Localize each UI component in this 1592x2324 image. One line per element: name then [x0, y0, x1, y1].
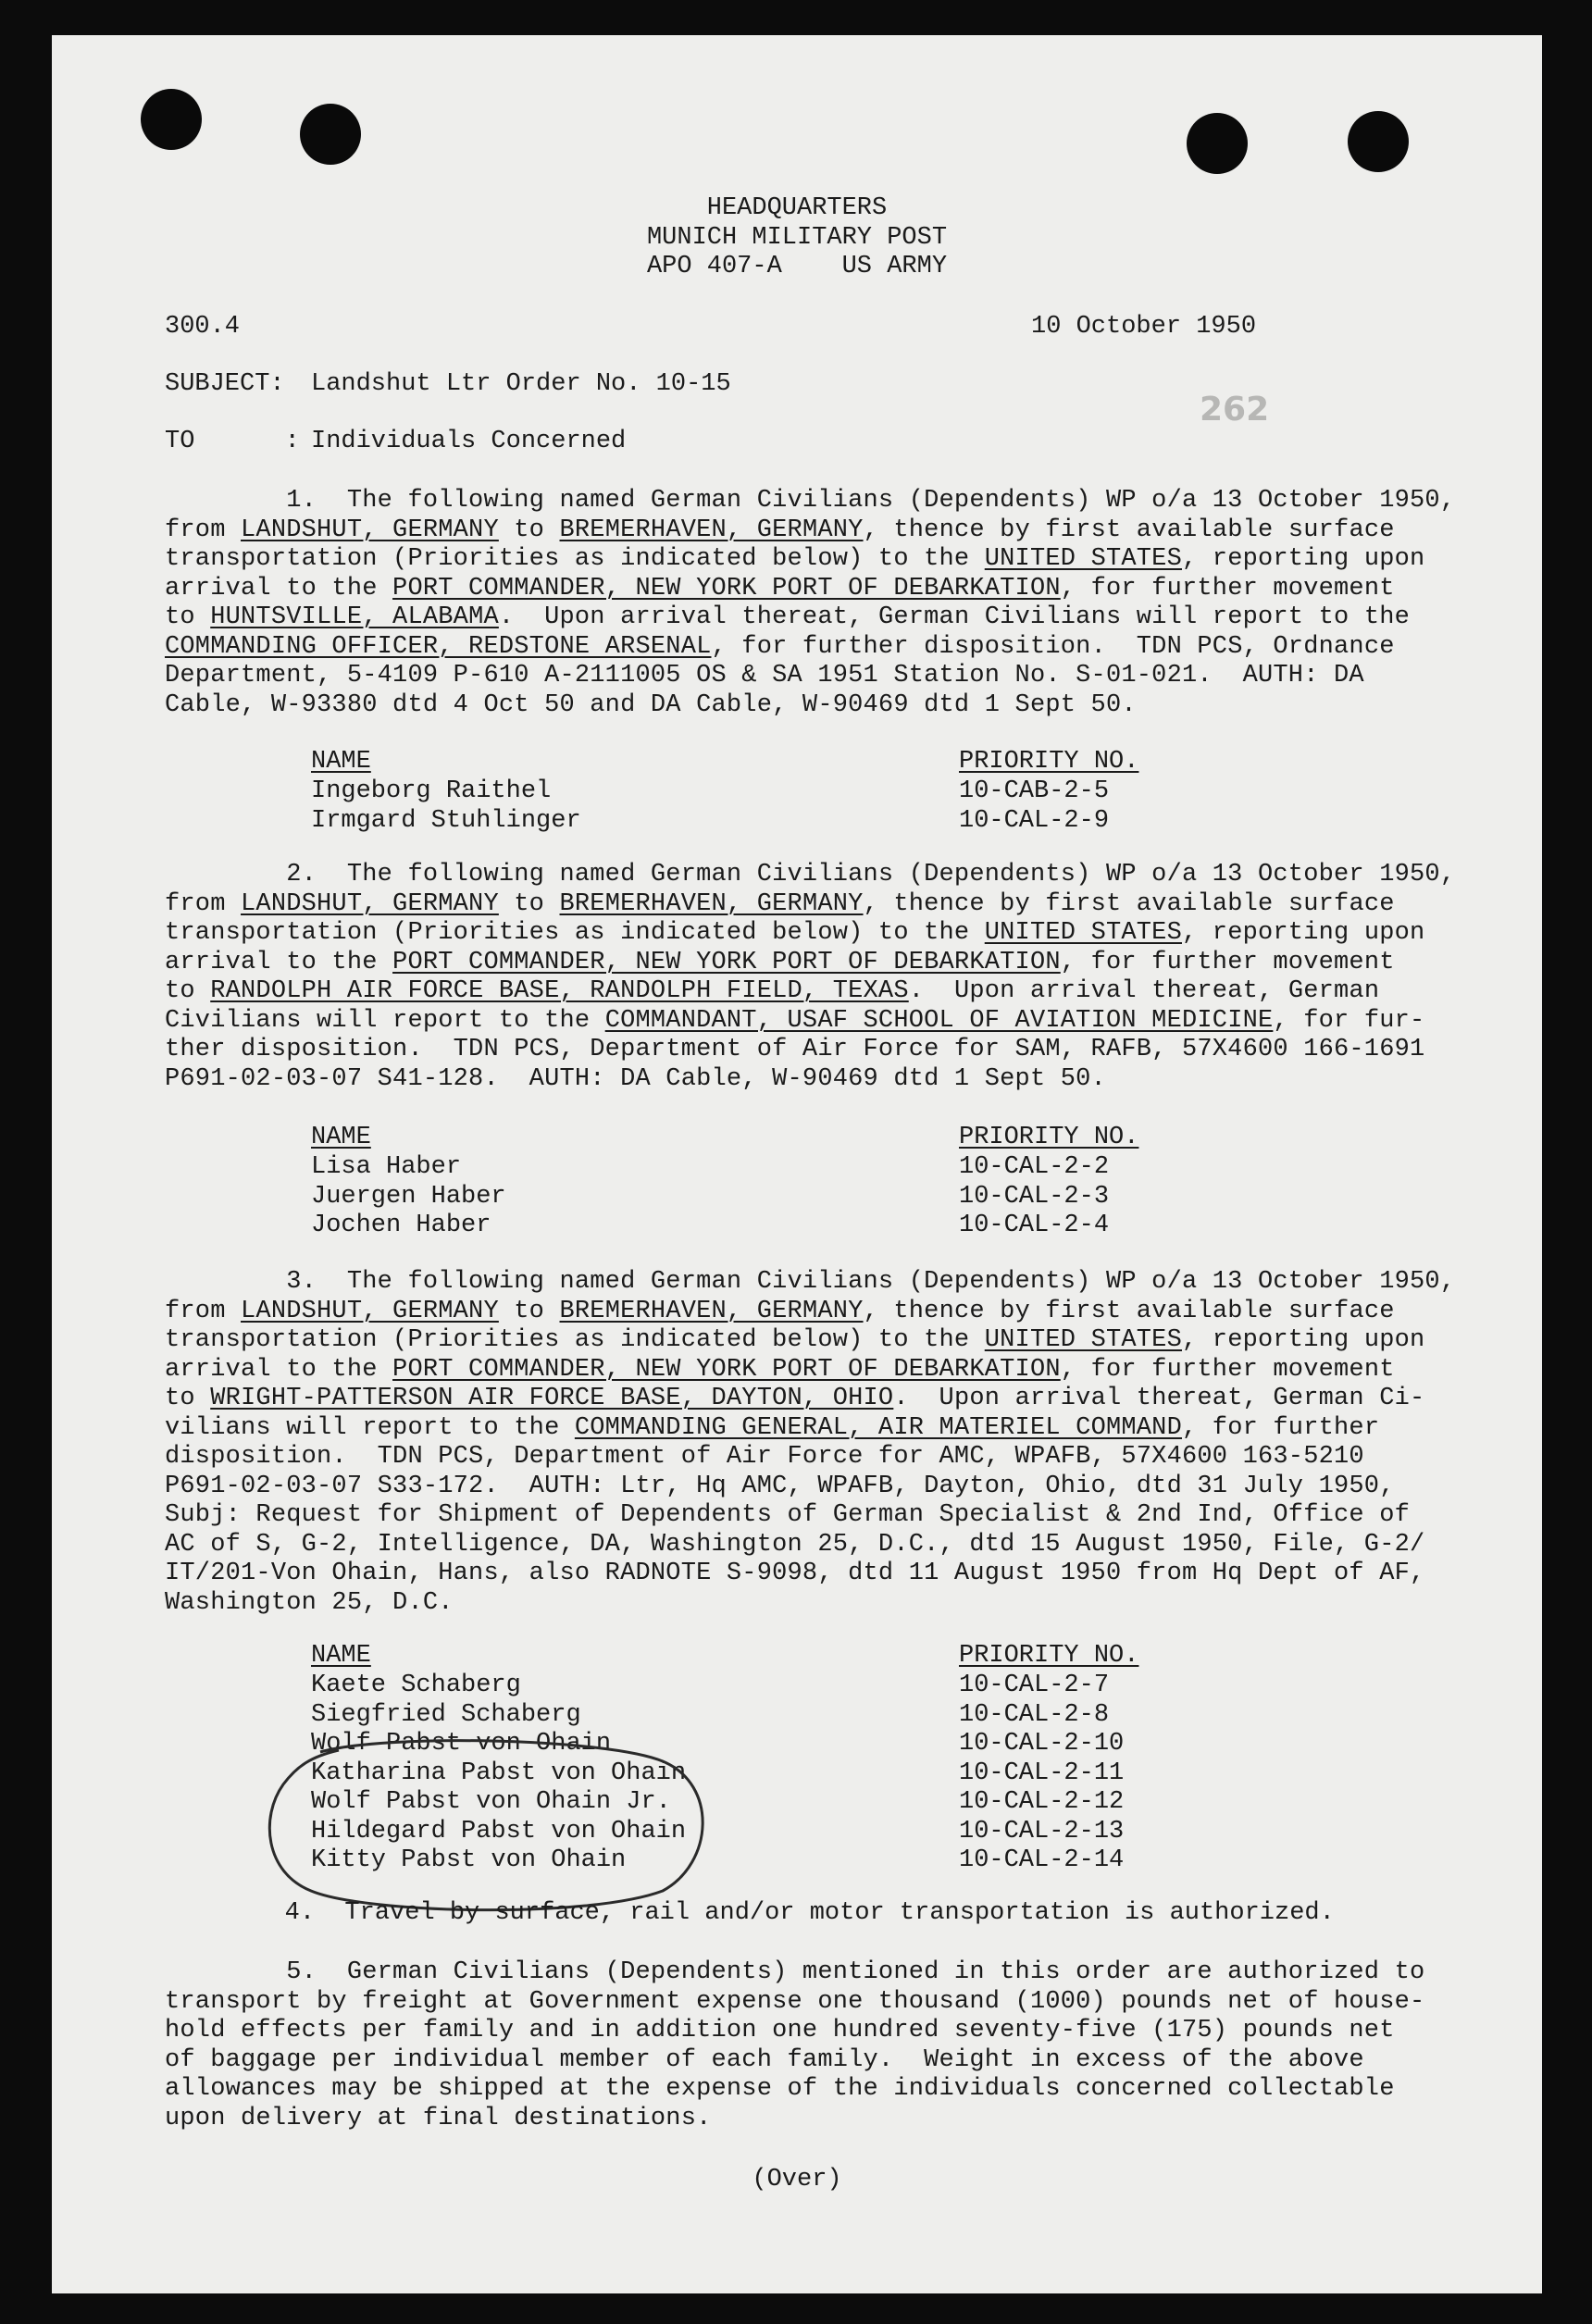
- priority-number: 10-CAL-2-12: [959, 1788, 1125, 1816]
- paragraph-line: allowances may be shipped at the expense of the individuals concerned collectable: [165, 2075, 1395, 2103]
- text-segment: transportation (Priorities as indicated below) to the: [165, 545, 985, 573]
- paragraph-line: [165, 1298, 1395, 1327]
- underlined-text: LANDSHUT, GERMANY: [241, 889, 499, 918]
- text-segment: . Upon arrival thereat, German Civilians will report to the: [498, 603, 1411, 631]
- priority-number: 10-CAL-2-8: [959, 1700, 1110, 1729]
- text-segment: Subj: Request for Shipment of Dependents of German Specialist & 2nd Ind, Office of: [165, 1501, 1411, 1529]
- priority-number: 10-CAL-2-3: [959, 1182, 1110, 1211]
- underlined-text: UNITED STATES: [984, 1326, 1182, 1354]
- to-label: TO :: [165, 428, 300, 455]
- text-segment: to: [498, 1297, 560, 1325]
- paragraph-line: [165, 1036, 1424, 1065]
- file-number: 300.4: [165, 313, 241, 341]
- table-header-name: NAME: [311, 1642, 371, 1670]
- table-header-name: NAME: [311, 1124, 371, 1151]
- dependent-name: Ingeborg Raithel: [311, 777, 552, 805]
- paragraph-4: 4. Travel by surface, rail and/or motor transportation is authorized.: [165, 1899, 1335, 1927]
- underlined-text: COMMANDING OFFICER, REDSTONE ARSENAL: [165, 632, 712, 661]
- paragraph-line: [165, 1356, 1395, 1386]
- text-segment: from: [165, 516, 242, 544]
- paragraph-line: [165, 603, 1410, 633]
- underlined-text: PORT COMMANDER, NEW YORK PORT OF DEBARKATION: [392, 574, 1061, 603]
- text-segment: , reporting upon: [1181, 1326, 1425, 1354]
- text-segment: , reporting upon: [1181, 545, 1425, 573]
- priority-number: 10-CAL-2-13: [959, 1817, 1125, 1846]
- text-segment: , reporting upon: [1181, 919, 1425, 947]
- paragraph-line: [165, 1560, 1424, 1589]
- paragraph-line: hold effects per family and in addition one hundred seventy-five (175) pounds net: [165, 2017, 1395, 2044]
- text-segment: disposition. TDN PCS, Department of Air Force for AMC, WPAFB, 57X4600 163-5210: [165, 1443, 1364, 1471]
- dependent-name: Kitty Pabst von Ohain: [311, 1846, 627, 1874]
- text-segment: , for further movement: [1060, 948, 1395, 976]
- paragraph-line: 5. German Civilians (Dependents) mentioned in this order are authorized to: [165, 1958, 1425, 1986]
- paragraph-line: [165, 890, 1395, 920]
- text-segment: to: [165, 603, 211, 631]
- text-segment: ther disposition. TDN PCS, Department of Air Force for SAM, RAFB, 57X4600 166-1691: [165, 1036, 1425, 1063]
- paragraph-line: [165, 662, 1364, 691]
- paragraph-line: [165, 516, 1395, 546]
- underlined-text: RANDOLPH AIR FORCE BASE, RANDOLPH FIELD, TEXAS: [210, 977, 909, 1005]
- paragraph-line: [165, 487, 1455, 516]
- subject-label: SUBJECT:: [165, 370, 285, 398]
- table-header-priority: PRIORITY NO.: [959, 1642, 1139, 1670]
- document-page: [52, 35, 1542, 2293]
- document-date: 10 October 1950: [1031, 313, 1257, 341]
- dependent-name: Juergen Haber: [311, 1182, 506, 1211]
- paragraph-line: [165, 1501, 1410, 1531]
- letterhead-line: APO 407-A US ARMY: [646, 253, 948, 280]
- dependent-name: Irmgard Stuhlinger: [311, 806, 581, 835]
- text-segment: 3. The following named German Civilians (Dependents) WP o/a 13 October 1950,: [165, 1268, 1456, 1296]
- paragraph-line: [165, 1268, 1455, 1298]
- paragraph-line: [165, 1443, 1364, 1473]
- text-segment: . Upon arrival thereat, German: [908, 977, 1380, 1005]
- paragraph-line: [165, 977, 1379, 1007]
- text-segment: to: [498, 889, 560, 918]
- text-segment: . Upon arrival thereat, German Ci-: [893, 1385, 1425, 1412]
- subject-text: Landshut Ltr Order No. 10-15: [311, 370, 731, 398]
- text-segment: 2. The following named German Civilians (Dependents) WP o/a 13 October 1950,: [165, 861, 1456, 889]
- text-segment: arrival to the: [165, 948, 393, 976]
- page-footer: (Over): [752, 2166, 842, 2194]
- priority-number: 10-CAL-2-10: [959, 1730, 1125, 1758]
- letterhead-line: HEADQUARTERS: [706, 194, 888, 222]
- punch-hole: [300, 104, 361, 165]
- paragraph-line: [165, 575, 1395, 604]
- text-segment: P691-02-03-07 S33-172. AUTH: Ltr, Hq AMC, WPAFB, Dayton, Ohio, dtd 31 July 1950,: [165, 1472, 1395, 1500]
- paragraph-line: upon delivery at final destinations.: [165, 2104, 712, 2132]
- underlined-text: BREMERHAVEN, GERMANY: [559, 1297, 864, 1325]
- text-segment: P691-02-03-07 S41-128. AUTH: DA Cable, W-90469 dtd 1 Sept 50.: [165, 1064, 1106, 1093]
- letterhead: [52, 194, 1542, 282]
- underlined-text: PORT COMMANDER, NEW YORK PORT OF DEBARKATION: [392, 948, 1061, 976]
- paragraph-line: [165, 861, 1455, 890]
- underlined-text: LANDSHUT, GERMANY: [241, 1297, 499, 1325]
- punch-hole: [141, 89, 202, 150]
- paragraph-line: [165, 1414, 1379, 1444]
- text-segment: , thence by first available surface: [863, 516, 1395, 544]
- paragraph-line: [165, 919, 1424, 949]
- priority-number: 10-CAL-2-9: [959, 806, 1110, 835]
- text-segment: , for further movement: [1060, 1355, 1395, 1384]
- paragraph-line: [165, 1326, 1424, 1356]
- dependent-name: Lisa Haber: [311, 1153, 462, 1181]
- text-segment: 1. The following named German Civilians (Dependents) WP o/a 13 October 1950,: [165, 487, 1456, 515]
- text-segment: from: [165, 1297, 242, 1325]
- text-segment: , for further movement: [1060, 574, 1395, 603]
- text-segment: arrival to the: [165, 574, 393, 603]
- underlined-text: WRIGHT-PATTERSON AIR FORCE BASE, DAYTON, OHIO: [210, 1385, 894, 1412]
- paragraph-line: [165, 1589, 454, 1619]
- text-segment: arrival to the: [165, 1355, 393, 1384]
- text-segment: , for further: [1181, 1413, 1380, 1442]
- text-segment: Department, 5-4109 P-610 A-2111005 OS & SA 1951 Station No. S-01-021. AUTH: DA: [165, 662, 1364, 690]
- dependent-name: Siegfried Schaberg: [311, 1700, 581, 1729]
- paragraph-line: [165, 949, 1395, 978]
- underlined-text: BREMERHAVEN, GERMANY: [559, 516, 864, 544]
- dependent-name: Wolf Pabst von Ohain: [311, 1730, 612, 1758]
- priority-number: 10-CAL-2-7: [959, 1672, 1110, 1699]
- text-segment: to: [165, 1385, 211, 1412]
- underlined-text: COMMANDANT, USAF SCHOOL OF AVIATION MEDICINE: [604, 1006, 1274, 1035]
- dependent-name: Wolf Pabst von Ohain Jr.: [311, 1788, 671, 1816]
- underlined-text: UNITED STATES: [984, 919, 1182, 947]
- paragraph-line: [165, 691, 1137, 721]
- paragraph-line: [165, 1473, 1395, 1502]
- punch-hole: [1348, 111, 1409, 172]
- underlined-text: HUNTSVILLE, ALABAMA: [210, 603, 499, 631]
- text-segment: vilians will report to the: [165, 1413, 575, 1442]
- paragraph-line: [165, 633, 1395, 663]
- paragraph-line: [165, 1531, 1424, 1560]
- punch-hole: [1187, 113, 1248, 174]
- file-stamp: 262: [1200, 391, 1270, 429]
- to-text: Individuals Concerned: [311, 428, 627, 455]
- text-segment: AC of S, G-2, Intelligence, DA, Washington 25, D.C., dtd 15 August 1950, File, G-2/: [165, 1530, 1425, 1559]
- table-header-name: NAME: [311, 748, 371, 776]
- priority-number: 10-CAL-2-11: [959, 1759, 1125, 1787]
- underlined-text: BREMERHAVEN, GERMANY: [559, 889, 864, 918]
- table-header-priority: PRIORITY NO.: [959, 1124, 1139, 1151]
- priority-number: 10-CAB-2-5: [959, 777, 1110, 805]
- dependent-name: Katharina Pabst von Ohain: [311, 1759, 687, 1787]
- text-segment: IT/201-Von Ohain, Hans, also RADNOTE S-9098, dtd 11 August 1950 from Hq Dept of AF,: [165, 1560, 1425, 1587]
- priority-number: 10-CAL-2-2: [959, 1153, 1110, 1181]
- paragraph-line: [165, 1385, 1424, 1414]
- text-segment: , for further disposition. TDN PCS, Ordnance: [711, 632, 1395, 661]
- text-segment: to: [498, 516, 560, 544]
- text-segment: Civilians will report to the: [165, 1006, 605, 1035]
- text-segment: transportation (Priorities as indicated below) to the: [165, 919, 985, 947]
- paragraph-line: [165, 1007, 1424, 1037]
- underlined-text: UNITED STATES: [984, 545, 1182, 573]
- text-segment: Washington 25, D.C.: [165, 1588, 454, 1617]
- text-segment: , for fur-: [1273, 1006, 1425, 1035]
- paragraph-line: [165, 545, 1424, 575]
- text-segment: , thence by first available surface: [863, 1297, 1395, 1325]
- text-segment: to: [165, 977, 211, 1005]
- handwritten-circle: [255, 1734, 718, 1919]
- priority-number: 10-CAL-2-14: [959, 1846, 1125, 1874]
- text-segment: Cable, W-93380 dtd 4 Oct 50 and DA Cable, W-90469 dtd 1 Sept 50.: [165, 690, 1137, 719]
- paragraph-line: of baggage per individual member of each family. Weight in excess of the above: [165, 2045, 1364, 2074]
- text-segment: transportation (Priorities as indicated below) to the: [165, 1326, 985, 1354]
- dependent-name: Kaete Schaberg: [311, 1672, 521, 1699]
- dependent-name: Jochen Haber: [311, 1212, 491, 1239]
- text-segment: from: [165, 889, 242, 918]
- underlined-text: COMMANDING GENERAL, AIR MATERIEL COMMAND: [574, 1413, 1182, 1442]
- paragraph-line: [165, 1065, 1106, 1095]
- table-header-priority: PRIORITY NO.: [959, 748, 1139, 776]
- priority-number: 10-CAL-2-4: [959, 1212, 1110, 1239]
- underlined-text: PORT COMMANDER, NEW YORK PORT OF DEBARKATION: [392, 1355, 1061, 1384]
- dependent-name: Hildegard Pabst von Ohain: [311, 1817, 687, 1846]
- text-segment: , thence by first available surface: [863, 889, 1395, 918]
- letterhead-line: MUNICH MILITARY POST: [646, 223, 948, 252]
- underlined-text: LANDSHUT, GERMANY: [241, 516, 499, 544]
- paragraph-line: transport by freight at Government expense one thousand (1000) pounds net of house-: [165, 1987, 1425, 2016]
